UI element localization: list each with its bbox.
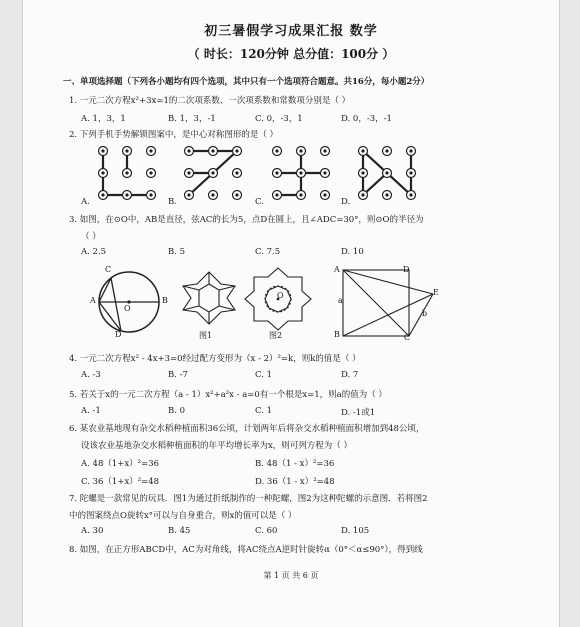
circle-figure bbox=[83, 262, 173, 342]
q5-option-d: D. -1或1 bbox=[341, 408, 376, 418]
side-b-label: b bbox=[422, 309, 428, 318]
q4-option-b: B. -7 bbox=[168, 370, 188, 380]
gesture-dot-center bbox=[409, 193, 412, 196]
figure-1-spinning-top bbox=[175, 268, 243, 328]
gesture-dot-center bbox=[101, 149, 104, 152]
gesture-pattern-d bbox=[355, 145, 415, 205]
point-b-label: B bbox=[162, 296, 168, 305]
gesture-dot-center bbox=[125, 193, 128, 196]
point-b-square-label: B bbox=[334, 330, 340, 339]
q4-option-a: A. -3 bbox=[81, 370, 101, 380]
q5-option-b: B. 0 bbox=[168, 406, 186, 416]
question-3-blank: （ ） bbox=[81, 232, 101, 242]
q5-option-a: A. -1 bbox=[81, 406, 101, 416]
q6-option-c: C. 36（1+x）²=48 bbox=[81, 477, 160, 487]
gesture-dot-center bbox=[361, 171, 364, 174]
gesture-dot-center bbox=[299, 149, 302, 152]
gesture-dot-center bbox=[149, 149, 152, 152]
q6-option-d: D. 36（1 - x）²=48 bbox=[255, 477, 335, 487]
point-e-label: E bbox=[433, 288, 439, 297]
q1-option-d: D. 0，-3，-1 bbox=[341, 114, 392, 124]
point-c-label: C bbox=[105, 265, 112, 274]
gesture-pattern-a bbox=[95, 145, 155, 205]
question-5-text: 5. 若关于x的一元二次方程（a - 1）x²+a²x - a=0有一个根是x=1，则a的值为（ ） bbox=[69, 390, 387, 400]
gesture-dot-center bbox=[125, 149, 128, 152]
gesture-dot-center bbox=[323, 149, 326, 152]
q4-option-d: D. 7 bbox=[341, 370, 359, 380]
gesture-dot-center bbox=[101, 193, 104, 196]
point-a-label: A bbox=[90, 296, 96, 305]
q2-option-b: B. bbox=[168, 197, 177, 207]
point-c-square-label: C bbox=[404, 333, 411, 342]
question-7-text-line2: 中的图案绕点O旋转x°可以与自身重合，则x的值可以是（ ） bbox=[69, 511, 297, 521]
gesture-dot-center bbox=[235, 149, 238, 152]
gesture-dot-center bbox=[187, 149, 190, 152]
gesture-pattern-c bbox=[269, 145, 329, 205]
gesture-dot-center bbox=[409, 149, 412, 152]
side-a-label: a bbox=[338, 296, 343, 305]
gesture-dot-center bbox=[235, 171, 238, 174]
gesture-dot-center bbox=[323, 193, 326, 196]
gesture-dot-center bbox=[275, 193, 278, 196]
gesture-dot-center bbox=[299, 193, 302, 196]
gesture-dot-center bbox=[385, 193, 388, 196]
q1-option-a: A. 1，3，1 bbox=[81, 114, 126, 124]
gesture-dot-center bbox=[149, 171, 152, 174]
point-o-label: O bbox=[124, 304, 131, 313]
point-d-label: D bbox=[115, 330, 122, 339]
gesture-dot-center bbox=[275, 149, 278, 152]
gesture-dot-center bbox=[275, 171, 278, 174]
question-6-text-line2: 设该农业基地杂交水稻种植面积的年平均增长率为x，则可列方程为（ ） bbox=[81, 441, 352, 451]
question-6-text-line1: 6. 某农业基地现有杂交水稻种植面积36公顷，计划两年后将杂交水稻种植面积增加到48公顷， bbox=[69, 424, 425, 434]
gesture-dot-center bbox=[211, 171, 214, 174]
gesture-dot-center bbox=[361, 149, 364, 152]
gesture-dot-center bbox=[101, 171, 104, 174]
q4-option-c: C. 1 bbox=[255, 370, 273, 380]
gesture-dot-center bbox=[385, 171, 388, 174]
q3-option-c: C. 7.5 bbox=[255, 247, 281, 257]
gesture-dot-center bbox=[385, 149, 388, 152]
gesture-dot-center bbox=[409, 171, 412, 174]
question-8-text: 8. 如图，在正方形ABCD中，AC为对角线，将AC绕点A逆时针旋转α（0°＜α≤90°），得到线 bbox=[69, 545, 423, 555]
gesture-dot-center bbox=[125, 171, 128, 174]
gesture-dot-center bbox=[187, 171, 190, 174]
gesture-dot-center bbox=[361, 193, 364, 196]
question-4-text: 4. 一元二次方程x² - 4x+3=0经过配方变形为（x - 2）²=k，则k的值是（ ） bbox=[69, 354, 361, 364]
question-7-text-line1: 7. 陀螺是一款常见的玩具．图1为通过折纸制作的一种陀螺，图2为这种陀螺的示意图．若将图2 bbox=[69, 494, 428, 504]
exam-subtitle: （ 时长：120分钟 总分值：100分 ） bbox=[187, 47, 395, 61]
gesture-dot-center bbox=[211, 193, 214, 196]
q7-option-d: D. 105 bbox=[341, 526, 370, 536]
gesture-dot-center bbox=[211, 149, 214, 152]
figure-1-caption: 图1 bbox=[199, 331, 213, 340]
q1-option-c: C. 0，-3，1 bbox=[255, 114, 303, 124]
question-2-text: 2. 下列手机手势解锁图案中，是中心对称图形的是（ ） bbox=[69, 130, 279, 140]
figure-2-caption: 图2 bbox=[269, 331, 283, 340]
point-a-square-label: A bbox=[334, 265, 340, 274]
gesture-dot-center bbox=[149, 193, 152, 196]
q7-option-c: C. 60 bbox=[255, 526, 278, 536]
square-rotation-figure bbox=[335, 268, 439, 340]
gesture-dot-center bbox=[187, 193, 190, 196]
figure-2-center-label: O bbox=[277, 291, 284, 300]
question-3-text: 3. 如图，在⊙O中，AB是直径，弦AC的长为5，点D在圆上，且∠ADC=30°，则⊙O的半径为 bbox=[69, 215, 424, 225]
q7-option-a: A. 30 bbox=[81, 526, 104, 536]
exam-page bbox=[22, 0, 560, 627]
gesture-dot-center bbox=[235, 193, 238, 196]
gesture-dot-center bbox=[323, 171, 326, 174]
q3-option-a: A. 2.5 bbox=[81, 247, 107, 257]
q2-option-d: D. bbox=[341, 197, 351, 207]
gesture-dot-center bbox=[299, 171, 302, 174]
q3-option-d: D. 10 bbox=[341, 247, 364, 257]
exam-title: 初三暑假学习成果汇报 数学 bbox=[204, 24, 378, 39]
gesture-pattern-b bbox=[181, 145, 241, 205]
q3-option-b: B. 5 bbox=[168, 247, 186, 257]
q2-option-a: A. bbox=[81, 197, 90, 207]
page-footer: 第 1 页 共 6 页 bbox=[263, 571, 319, 580]
q1-option-b: B. 1，3，-1 bbox=[168, 114, 216, 124]
question-1-text: 1. 一元二次方程x²+3x=1的二次项系数、一次项系数和常数项分别是（ ） bbox=[69, 96, 351, 106]
q2-option-c: C. bbox=[255, 197, 264, 207]
section-heading: 一、单项选择题（下列各小题均有四个选项，其中只有一个选项符合题意。共16分，每小题2分） bbox=[63, 77, 430, 87]
q6-option-b: B. 48（1 - x）²=36 bbox=[255, 459, 335, 469]
q6-option-a: A. 48（1+x）²=36 bbox=[81, 459, 160, 469]
q5-option-c: C. 1 bbox=[255, 406, 273, 416]
point-d-square-label: D bbox=[403, 265, 410, 274]
q7-option-b: B. 45 bbox=[168, 526, 191, 536]
